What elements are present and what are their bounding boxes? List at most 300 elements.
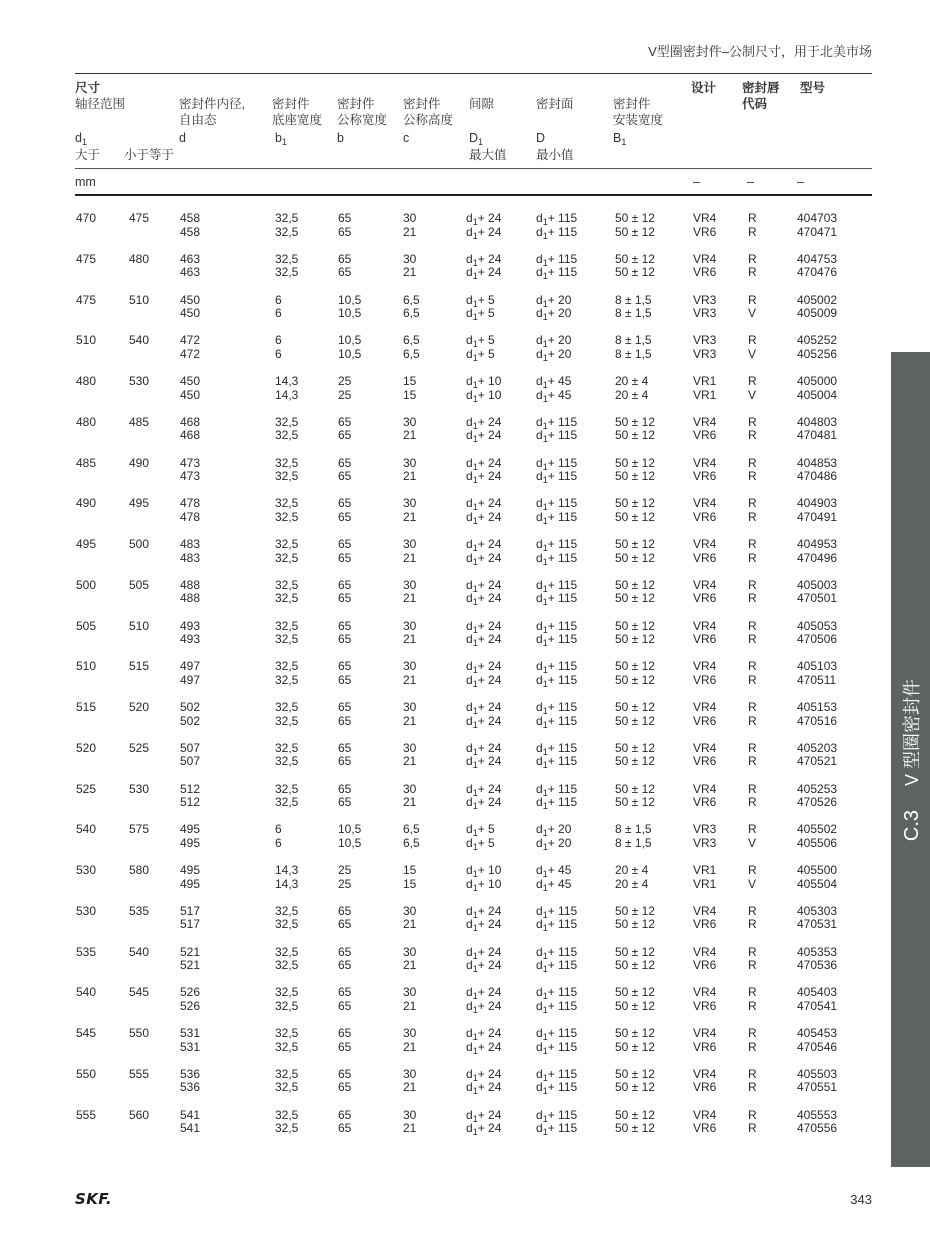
cell-nom-height: 6,5 6,5 <box>403 822 420 850</box>
cell-over: 475 <box>76 251 97 266</box>
table-row <box>0 1068 930 1109</box>
cell-clearance: $d_1+ 5$ $d_1+ 5$ <box>466 333 495 363</box>
table-row <box>0 579 930 620</box>
cell-incl: 525 <box>129 740 150 755</box>
cell-install-width: 20 ± 4 20 ± 4 <box>615 863 649 891</box>
cell-over: 520 <box>76 740 97 755</box>
cell-base-width: 32,5 32,5 <box>275 455 299 483</box>
cell-base-width: 32,5 32,5 <box>275 903 299 932</box>
table-row <box>0 212 930 253</box>
cell-clearance: $d_1+ 24$ $d_1+ 24$ <box>466 618 502 648</box>
cell-design: VR4 VR6 <box>693 211 717 239</box>
cell-designation: 404903 470491 <box>797 496 838 524</box>
cell-over: 490 <box>76 496 97 511</box>
cell-designation: 405502 405506 <box>797 822 838 850</box>
cell-inner-diam: 450 450 <box>180 292 201 320</box>
table-row <box>0 375 930 416</box>
page-title: V型圈密封件–公制尺寸，用于北美市场 <box>648 44 872 59</box>
cell-design: VR4 VR6 <box>693 577 717 606</box>
cell-design: VR3 VR3 <box>693 333 717 361</box>
cell-clearance: $d_1+ 24$ $d_1+ 24$ <box>466 700 502 730</box>
cell-install-width: 50 ± 12 50 ± 12 <box>615 1107 655 1135</box>
cell-incl: 520 <box>129 700 150 714</box>
section-number: C.3 <box>900 809 923 841</box>
cell-lip-code: R V <box>748 822 757 850</box>
header-top-rule <box>75 73 872 74</box>
cell-clearance: $d_1+ 24$ $d_1+ 24$ <box>466 740 502 771</box>
cell-install-width: 50 ± 12 50 ± 12 <box>615 537 655 565</box>
cell-install-width: 8 ± 1,5 8 ± 1,5 <box>615 333 652 361</box>
cell-seal-face: $d_1+ 115$ $d_1+ 115$ <box>536 211 578 241</box>
cell-base-width: 32,5 32,5 <box>275 577 299 606</box>
col-D-symbol: D <box>536 131 546 145</box>
cell-over: 550 <box>76 1066 97 1081</box>
cell-base-width: 32,5 32,5 <box>275 618 299 646</box>
unit-label: mm <box>75 175 96 189</box>
unit-dash-design: – <box>693 175 700 189</box>
cell-nom-width: 65 65 <box>338 700 352 728</box>
cell-nom-height: 30 21 <box>403 577 417 606</box>
cell-incl: 540 <box>129 333 150 348</box>
cell-nom-height: 30 21 <box>403 740 417 769</box>
cell-inner-diam: 531 531 <box>180 1026 201 1054</box>
cell-lip-code: R R <box>748 740 757 769</box>
cell-clearance: $d_1+ 24$ $d_1+ 24$ <box>466 496 502 526</box>
cell-incl: 505 <box>129 577 150 592</box>
cell-inner-diam: 488 488 <box>180 577 201 606</box>
cell-design: VR4 VR6 <box>693 537 717 565</box>
col-d-symbol: d <box>179 131 186 145</box>
cell-nom-width: 65 65 <box>338 618 352 646</box>
cell-incl: 495 <box>129 496 150 511</box>
cell-install-width: 50 ± 12 50 ± 12 <box>615 740 655 769</box>
cell-designation: 405453 470546 <box>797 1026 838 1054</box>
cell-install-width: 50 ± 12 50 ± 12 <box>615 1066 655 1095</box>
col-incl: 小于等于 <box>124 148 175 162</box>
cell-clearance: $d_1+ 24$ $d_1+ 24$ <box>466 1026 502 1056</box>
cell-nom-height: 30 21 <box>403 1026 417 1054</box>
cell-nom-width: 65 65 <box>338 985 352 1013</box>
cell-designation: 405503 470551 <box>797 1066 838 1095</box>
cell-over: 525 <box>76 781 97 796</box>
cell-nom-height: 30 21 <box>403 1107 417 1135</box>
cell-inner-diam: 526 526 <box>180 985 201 1013</box>
cell-over: 530 <box>76 863 97 877</box>
cell-inner-diam: 472 472 <box>180 333 201 361</box>
cell-design: VR3 VR3 <box>693 822 717 850</box>
cell-clearance: $d_1+ 5$ $d_1+ 5$ <box>466 822 495 852</box>
cell-lip-code: R R <box>748 1026 757 1054</box>
cell-install-width: 50 ± 12 50 ± 12 <box>615 1026 655 1054</box>
col-seal-face: 密封面 <box>536 97 574 111</box>
col-install-width: 密封件 安装宽度 <box>613 97 664 127</box>
cell-base-width: 32,5 32,5 <box>275 1107 299 1135</box>
cell-incl: 510 <box>129 618 150 633</box>
cell-inner-diam: 483 483 <box>180 537 201 565</box>
cell-designation: 405153 470516 <box>797 700 838 728</box>
cell-install-width: 8 ± 1,5 8 ± 1,5 <box>615 822 652 850</box>
cell-nom-height: 30 21 <box>403 618 417 646</box>
cell-install-width: 8 ± 1,5 8 ± 1,5 <box>615 292 652 320</box>
cell-nom-height: 30 21 <box>403 903 417 932</box>
cell-nom-height: 30 21 <box>403 700 417 728</box>
cell-nom-width: 65 65 <box>338 944 352 972</box>
cell-install-width: 50 ± 12 50 ± 12 <box>615 618 655 646</box>
cell-seal-face: $d_1+ 20$ $d_1+ 20$ <box>536 333 572 363</box>
cell-seal-face: $d_1+ 115$ $d_1+ 115$ <box>536 740 578 771</box>
cell-incl: 560 <box>129 1107 150 1122</box>
cell-nom-height: 30 21 <box>403 537 417 565</box>
cell-seal-face: $d_1+ 115$ $d_1+ 115$ <box>536 1107 578 1137</box>
cell-install-width: 50 ± 12 50 ± 12 <box>615 903 655 932</box>
skf-logo: SKF. <box>75 1190 113 1208</box>
cell-design: VR4 VR6 <box>693 1066 717 1095</box>
cell-seal-face: $d_1+ 115$ $d_1+ 115$ <box>536 781 578 811</box>
cell-inner-diam: 536 536 <box>180 1066 201 1095</box>
cell-lip-code: R R <box>748 455 757 483</box>
cell-designation: 404703 470471 <box>797 211 838 239</box>
cell-seal-face: $d_1+ 20$ $d_1+ 20$ <box>536 292 572 322</box>
cell-seal-face: $d_1+ 115$ $d_1+ 115$ <box>536 618 578 648</box>
cell-nom-width: 10,5 10,5 <box>338 333 362 361</box>
cell-inner-diam: 495 495 <box>180 822 201 850</box>
cell-base-width: 32,5 32,5 <box>275 251 299 280</box>
cell-nom-height: 30 21 <box>403 414 417 443</box>
cell-inner-diam: 502 502 <box>180 700 201 728</box>
col-c-symbol: c <box>403 131 410 145</box>
cell-nom-width: 65 65 <box>338 414 352 443</box>
cell-seal-face: $d_1+ 115$ $d_1+ 115$ <box>536 659 578 689</box>
cell-lip-code: R R <box>748 618 757 646</box>
cell-designation: 404753 470476 <box>797 251 838 280</box>
cell-designation: 405053 470506 <box>797 618 838 646</box>
cell-seal-face: $d_1+ 115$ $d_1+ 115$ <box>536 903 578 934</box>
cell-over: 500 <box>76 577 97 592</box>
table-row <box>0 294 930 335</box>
table-row <box>0 864 930 905</box>
cell-designation: 405203 470521 <box>797 740 838 769</box>
cell-inner-diam: 473 473 <box>180 455 201 483</box>
cell-seal-face: $d_1+ 115$ $d_1+ 115$ <box>536 985 578 1015</box>
table-row <box>0 1109 930 1150</box>
unit-dash-lip: – <box>747 175 754 189</box>
table-row <box>0 660 930 701</box>
table-row <box>0 497 930 538</box>
cell-base-width: 6 6 <box>275 333 282 361</box>
cell-lip-code: R R <box>748 1066 757 1095</box>
cell-lip-code: R R <box>748 537 757 565</box>
cell-seal-face: $d_1+ 115$ $d_1+ 115$ <box>536 700 578 730</box>
table-row <box>0 783 930 824</box>
cell-base-width: 32,5 32,5 <box>275 211 299 239</box>
cell-seal-face: $d_1+ 115$ $d_1+ 115$ <box>536 251 578 282</box>
cell-base-width: 32,5 32,5 <box>275 781 299 809</box>
cell-lip-code: R R <box>748 496 757 524</box>
cell-nom-width: 25 25 <box>338 863 352 891</box>
cell-design: VR4 VR6 <box>693 944 717 972</box>
cell-nom-height: 30 21 <box>403 985 417 1013</box>
cell-nom-width: 65 65 <box>338 1107 352 1135</box>
cell-lip-code: R R <box>748 251 757 280</box>
section-label: V 型圈密封件 <box>901 678 922 786</box>
cell-design: VR4 VR6 <box>693 414 717 443</box>
cell-seal-face: $d_1+ 115$ $d_1+ 115$ <box>536 414 578 445</box>
cell-nom-width: 65 65 <box>338 781 352 809</box>
cell-nom-width: 65 65 <box>338 251 352 280</box>
cell-over: 555 <box>76 1107 97 1122</box>
cell-nom-width: 10,5 10,5 <box>338 292 362 320</box>
cell-designation: 405103 470511 <box>797 659 838 687</box>
cell-nom-width: 10,5 10,5 <box>338 822 362 850</box>
col-clearance: 间隙 <box>469 97 495 111</box>
cell-over: 515 <box>76 700 97 714</box>
unit-dash-designation: – <box>797 175 804 189</box>
cell-nom-width: 65 65 <box>338 455 352 483</box>
cell-over: 470 <box>76 211 97 225</box>
table-row <box>0 253 930 294</box>
cell-inner-diam: 497 497 <box>180 659 201 687</box>
col-D1-symbol: $D_1$ <box>469 131 484 147</box>
cell-designation: 405253 470526 <box>797 781 838 809</box>
col-max: 最大值 <box>469 148 507 162</box>
cell-incl: 515 <box>129 659 150 674</box>
cell-base-width: 6 6 <box>275 822 282 850</box>
cell-over: 540 <box>76 985 97 1000</box>
cell-incl: 545 <box>129 985 150 1000</box>
cell-over: 510 <box>76 333 97 348</box>
cell-lip-code: R R <box>748 659 757 687</box>
cell-nom-width: 65 65 <box>338 659 352 687</box>
cell-incl: 475 <box>129 211 150 225</box>
cell-designation: 405000 405004 <box>797 374 838 402</box>
cell-install-width: 20 ± 4 20 ± 4 <box>615 374 649 402</box>
table-row <box>0 946 930 987</box>
table-row <box>0 986 930 1027</box>
cell-base-width: 32,5 32,5 <box>275 414 299 443</box>
cell-lip-code: R R <box>748 414 757 443</box>
cell-clearance: $d_1+ 24$ $d_1+ 24$ <box>466 659 502 689</box>
table-row <box>0 905 930 946</box>
col-shaft-range: 轴径范围 <box>75 97 126 111</box>
data-table <box>0 212 930 1149</box>
cell-install-width: 50 ± 12 50 ± 12 <box>615 985 655 1013</box>
cell-nom-height: 30 21 <box>403 944 417 972</box>
cell-inner-diam: 458 458 <box>180 211 201 239</box>
cell-nom-height: 30 21 <box>403 781 417 809</box>
cell-lip-code: R V <box>748 333 757 361</box>
cell-clearance: $d_1+ 24$ $d_1+ 24$ <box>466 211 502 241</box>
cell-install-width: 50 ± 12 50 ± 12 <box>615 781 655 809</box>
cell-lip-code: R R <box>748 577 757 606</box>
col-d1-symbol: $d_1$ <box>75 131 87 147</box>
cell-install-width: 50 ± 12 50 ± 12 <box>615 659 655 687</box>
cell-nom-width: 65 65 <box>338 740 352 769</box>
cell-inner-diam: 507 507 <box>180 740 201 769</box>
cell-base-width: 32,5 32,5 <box>275 740 299 769</box>
cell-incl: 535 <box>129 903 150 918</box>
cell-over: 540 <box>76 822 97 837</box>
cell-base-width: 32,5 32,5 <box>275 496 299 524</box>
cell-incl: 530 <box>129 781 150 796</box>
table-row <box>0 742 930 783</box>
cell-clearance: $d_1+ 10$ $d_1+ 10$ <box>466 863 502 893</box>
cell-over: 475 <box>76 292 97 307</box>
cell-clearance: $d_1+ 24$ $d_1+ 24$ <box>466 455 502 485</box>
cell-base-width: 32,5 32,5 <box>275 537 299 565</box>
cell-inner-diam: 521 521 <box>180 944 201 972</box>
cell-inner-diam: 463 463 <box>180 251 201 280</box>
cell-lip-code: R R <box>748 211 757 239</box>
cell-over: 480 <box>76 374 97 388</box>
cell-nom-width: 65 65 <box>338 537 352 565</box>
cell-nom-height: 30 21 <box>403 211 417 239</box>
cell-design: VR4 VR6 <box>693 903 717 932</box>
cell-base-width: 32,5 32,5 <box>275 700 299 728</box>
cell-lip-code: R R <box>748 1107 757 1135</box>
cell-install-width: 50 ± 12 50 ± 12 <box>615 414 655 443</box>
cell-clearance: $d_1+ 24$ $d_1+ 24$ <box>466 903 502 934</box>
cell-install-width: 50 ± 12 50 ± 12 <box>615 455 655 483</box>
table-row <box>0 457 930 498</box>
cell-inner-diam: 517 517 <box>180 903 201 932</box>
col-inner-diam: 密封件内径, 自由态 <box>179 97 245 127</box>
cell-clearance: $d_1+ 5$ $d_1+ 5$ <box>466 292 495 322</box>
table-row <box>0 620 930 661</box>
cell-seal-face: $d_1+ 115$ $d_1+ 115$ <box>536 1066 578 1097</box>
cell-nom-height: 6,5 6,5 <box>403 292 420 320</box>
cell-nom-width: 65 65 <box>338 1026 352 1054</box>
cell-designation: 405353 470536 <box>797 944 838 972</box>
cell-nom-height: 30 21 <box>403 496 417 524</box>
cell-base-width: 32,5 32,5 <box>275 659 299 687</box>
cell-install-width: 50 ± 12 50 ± 12 <box>615 577 655 606</box>
cell-incl: 500 <box>129 537 150 551</box>
col-B1-symbol: $B_1$ <box>613 131 627 147</box>
cell-install-width: 50 ± 12 50 ± 12 <box>615 700 655 728</box>
table-row <box>0 416 930 457</box>
cell-clearance: $d_1+ 24$ $d_1+ 24$ <box>466 781 502 811</box>
cell-seal-face: $d_1+ 115$ $d_1+ 115$ <box>536 496 578 526</box>
cell-incl: 550 <box>129 1026 150 1040</box>
cell-design: VR4 VR6 <box>693 659 717 687</box>
cell-incl: 530 <box>129 374 150 388</box>
col-design: 设计 <box>691 81 717 95</box>
col-lip-code: 密封唇 代码 <box>742 81 780 111</box>
cell-inner-diam: 478 478 <box>180 496 201 524</box>
cell-base-width: 6 6 <box>275 292 282 320</box>
cell-designation: 405553 470556 <box>797 1107 838 1135</box>
table-row <box>0 538 930 579</box>
cell-base-width: 14,3 14,3 <box>275 374 299 402</box>
cell-designation: 405003 470501 <box>797 577 838 606</box>
table-row <box>0 823 930 864</box>
cell-clearance: $d_1+ 24$ $d_1+ 24$ <box>466 251 502 282</box>
cell-lip-code: R R <box>748 781 757 809</box>
cell-design: VR1 VR1 <box>693 863 717 891</box>
cell-nom-width: 65 65 <box>338 903 352 932</box>
cell-design: VR4 VR6 <box>693 618 717 646</box>
cell-nom-height: 30 21 <box>403 251 417 280</box>
cell-nom-height: 30 21 <box>403 455 417 483</box>
cell-clearance: $d_1+ 24$ $d_1+ 24$ <box>466 414 502 445</box>
cell-seal-face: $d_1+ 115$ $d_1+ 115$ <box>536 577 578 608</box>
header-mid-rule <box>75 168 872 169</box>
cell-over: 495 <box>76 537 97 551</box>
cell-seal-face: $d_1+ 45$ $d_1+ 45$ <box>536 863 572 893</box>
col-b1-symbol: $b_1$ <box>275 131 287 147</box>
cell-seal-face: $d_1+ 115$ $d_1+ 115$ <box>536 455 578 485</box>
cell-clearance: $d_1+ 10$ $d_1+ 10$ <box>466 374 502 404</box>
table-row <box>0 1027 930 1068</box>
cell-designation: 405500 405504 <box>797 863 838 891</box>
cell-nom-width: 65 65 <box>338 577 352 606</box>
header-bottom-rule <box>75 194 872 196</box>
section-side-tab <box>891 352 930 1167</box>
cell-incl: 580 <box>129 863 150 877</box>
cell-nom-height: 6,5 6,5 <box>403 333 420 361</box>
cell-incl: 575 <box>129 822 150 837</box>
cell-design: VR4 VR6 <box>693 455 717 483</box>
cell-nom-height: 30 21 <box>403 659 417 687</box>
cell-design: VR3 VR3 <box>693 292 717 320</box>
cell-nom-width: 65 65 <box>338 1066 352 1095</box>
cell-over: 485 <box>76 455 97 470</box>
cell-base-width: 14,3 14,3 <box>275 863 299 891</box>
cell-over: 505 <box>76 618 97 633</box>
cell-clearance: $d_1+ 24$ $d_1+ 24$ <box>466 1066 502 1097</box>
cell-design: VR4 VR6 <box>693 1026 717 1054</box>
cell-nom-height: 15 15 <box>403 374 417 402</box>
cell-lip-code: R R <box>748 700 757 728</box>
page-number: 343 <box>850 1192 872 1207</box>
cell-design: VR4 VR6 <box>693 251 717 280</box>
cell-install-width: 50 ± 12 50 ± 12 <box>615 944 655 972</box>
col-min: 最小值 <box>536 148 574 162</box>
cell-inner-diam: 450 450 <box>180 374 201 402</box>
cell-inner-diam: 495 495 <box>180 863 201 891</box>
cell-over: 510 <box>76 659 97 674</box>
cell-seal-face: $d_1+ 20$ $d_1+ 20$ <box>536 822 572 852</box>
cell-design: VR4 VR6 <box>693 781 717 809</box>
cell-design: VR1 VR1 <box>693 374 717 402</box>
cell-clearance: $d_1+ 24$ $d_1+ 24$ <box>466 537 502 567</box>
cell-install-width: 50 ± 12 50 ± 12 <box>615 251 655 280</box>
cell-seal-face: $d_1+ 115$ $d_1+ 115$ <box>536 537 578 567</box>
cell-designation: 405252 405256 <box>797 333 838 361</box>
cell-nom-height: 30 21 <box>403 1066 417 1095</box>
cell-incl: 540 <box>129 944 150 959</box>
cell-clearance: $d_1+ 24$ $d_1+ 24$ <box>466 1107 502 1137</box>
cell-incl: 510 <box>129 292 150 307</box>
cell-designation: 405303 470531 <box>797 903 838 932</box>
cell-over: 530 <box>76 903 97 918</box>
col-nom-height: 密封件 公称高度 <box>403 97 454 127</box>
cell-seal-face: $d_1+ 115$ $d_1+ 115$ <box>536 1026 578 1056</box>
cell-clearance: $d_1+ 24$ $d_1+ 24$ <box>466 985 502 1015</box>
cell-incl: 555 <box>129 1066 150 1081</box>
col-over: 大于 <box>75 148 101 162</box>
cell-over: 480 <box>76 414 97 429</box>
cell-incl: 480 <box>129 251 150 266</box>
cell-inner-diam: 512 512 <box>180 781 201 809</box>
cell-nom-width: 65 65 <box>338 211 352 239</box>
cell-lip-code: R R <box>748 985 757 1013</box>
cell-nom-width: 65 65 <box>338 496 352 524</box>
cell-base-width: 32,5 32,5 <box>275 985 299 1013</box>
cell-designation: 405002 405009 <box>797 292 838 320</box>
cell-designation: 404853 470486 <box>797 455 838 483</box>
cell-designation: 404953 470496 <box>797 537 838 565</box>
